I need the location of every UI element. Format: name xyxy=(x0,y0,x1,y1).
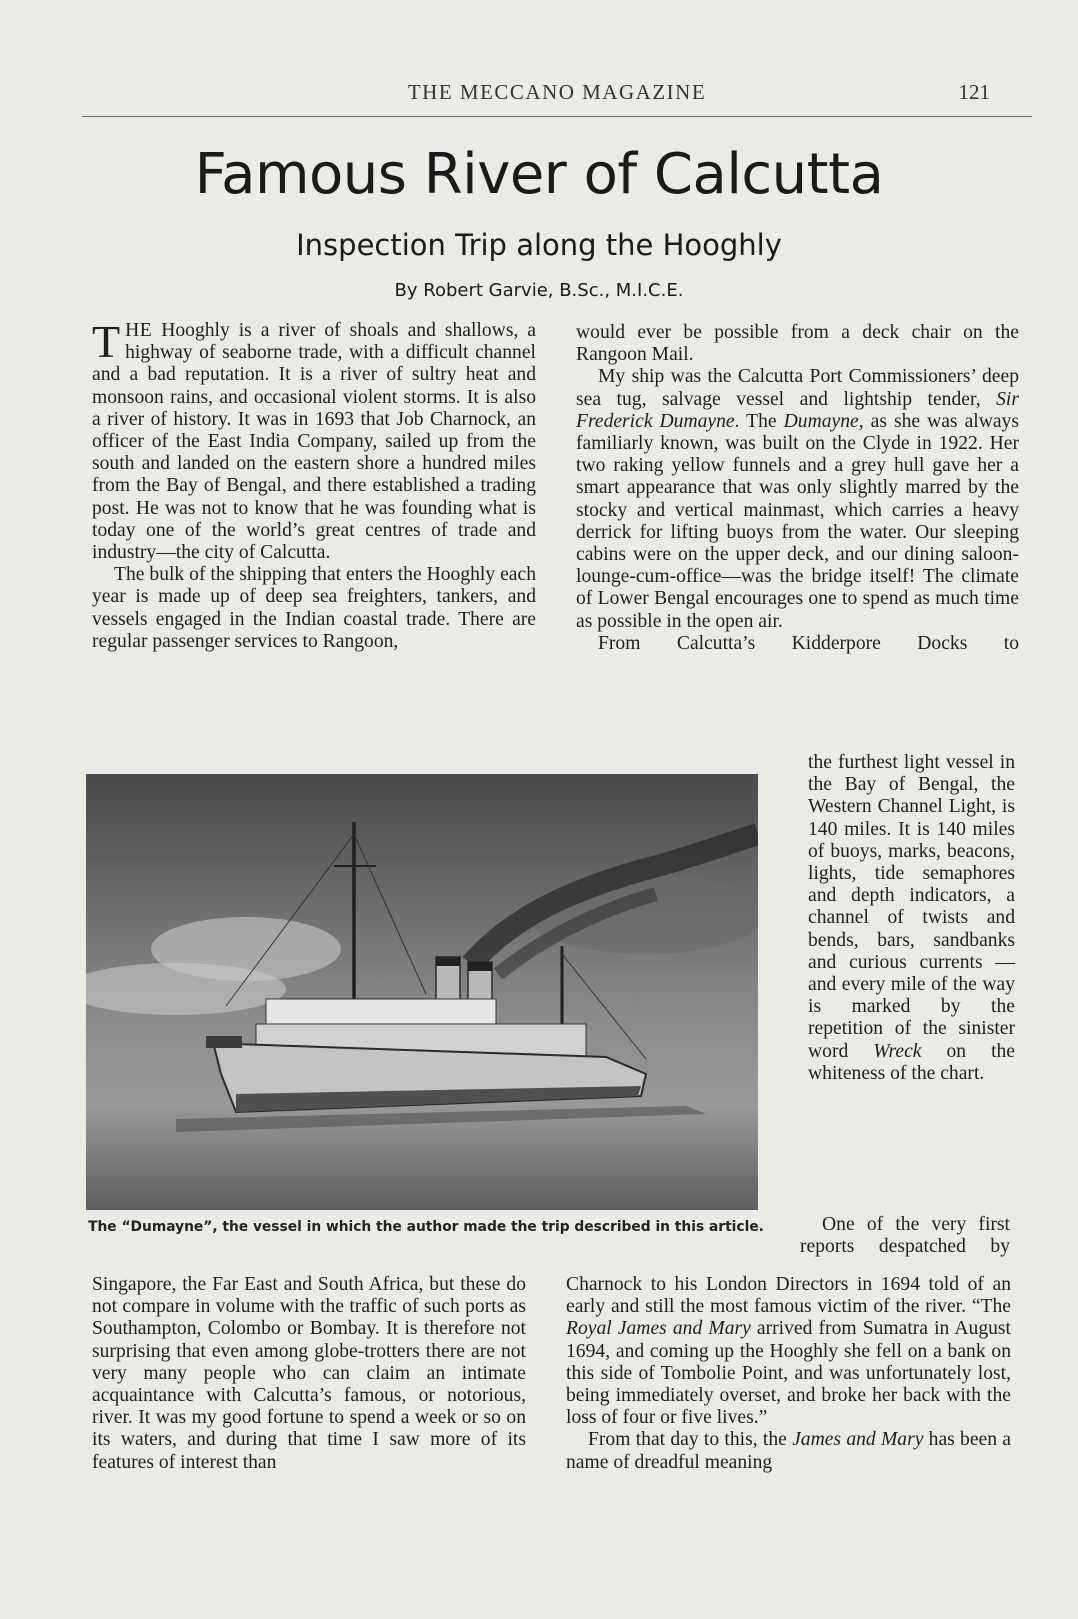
magazine-name: THE MECCANO MAGAZINE xyxy=(407,80,707,104)
drop-cap: T xyxy=(92,316,121,367)
paragraph: Singapore, the Far East and South Africa, but these do not compare in volume with the traffic of such ports as Southampton, Colombo or Bombay. It is therefore not surprising that even among globe-trotters there are not very many people who can claim an intimate acquaintance with Calcutta’s famous, or notorious, river. It was my good fortune to spend a week or so on its waters, and during that time I saw more of its features of interest than xyxy=(92,1274,526,1473)
column-narrow-continued xyxy=(800,1214,1010,1258)
column-left-bottom xyxy=(92,1274,526,1474)
photo-caption: The “Dumayne”, the vessel in which the author made the trip described in this article. xyxy=(88,1219,764,1235)
running-head xyxy=(82,80,1032,117)
paragraph: THE Hooghly is a river of shoals and shallows, a highway of seaborne trade, with a difficult channel and a bad reputation. It is a river of sultry heat and monsoon rains, and occasional violent storms. It is also a river of history. It was in 1693 that Job Charnock, an officer of the East India Company, sailed up from the south and landed on the eastern shore a hundred miles from the Bay of Bengal, and there established a trading post. He was not to know that he was founding what is today one of the world’s great centres of trade and industry—the city of Calcutta. xyxy=(92,316,536,564)
paragraph: would ever be possible from a deck chair on the Rangoon Mail. xyxy=(576,322,1019,366)
column-left-top xyxy=(92,316,536,653)
paragraph: the furthest light vessel in the Bay of Bengal, the Western Channel Light, is 140 miles. It is 140 miles of buoys, marks, beacons, lights, tide semaphores and depth indicators, a channel of twists and bends, bars, sandbanks and curious currents — and every mile of the way is marked by the repetition of the sinister word Wreck on the whiteness of the chart. xyxy=(808,752,1016,1084)
column-right-top xyxy=(576,322,1019,655)
page-number: 121 xyxy=(958,80,990,104)
ship-photograph xyxy=(86,774,758,1210)
article-subtitle: Inspection Trip along the Hooghly xyxy=(296,228,782,262)
paragraph: My ship was the Calcutta Port Commissioners’ deep sea tug, salvage vessel and lightship tender, Sir Frederick Dumayne. The Dumayne, as she was always familiarly known, was built on the Clyde in 1922. Her two raking yellow funnels and a grey hull gave her a smart appearance that was only slightly marred by the stocky and vertical mainmast, which carries a heavy derrick for lifting buoys from the water. Our sleeping cabins were on the upper deck, and our dining saloon-lounge-cum-office—was the bridge itself! The climate of Lower Bengal encourages one to spend as much time as possible in the open air. xyxy=(576,366,1019,632)
article-byline: By Robert Garvie, B.Sc., M.I.C.E. xyxy=(394,280,684,301)
paragraph: One of the very first reports despatched by xyxy=(800,1214,1010,1258)
paragraph: From that day to this, the James and Mary has been a name of dreadful meaning xyxy=(566,1429,1012,1473)
paragraph: Charnock to his London Directors in 1694 told of an early and still the most famous victim of the river. “The Royal James and Mary arrived from Sumatra in August 1694, and coming up the Hooghly she fell on a bank on this side of Tombolie Point, and was unfortunately lost, being immediately overset, and broke her back with the loss of four or five lives.” xyxy=(566,1274,1011,1429)
paragraph: From Calcutta’s Kidderpore Docks to xyxy=(598,632,1019,654)
column-narrow-beside-photo xyxy=(808,752,1015,1085)
article-title: Famous River of Calcutta xyxy=(194,142,884,207)
paragraph: The bulk of the shipping that enters the Hooghly each year is made up of deep sea freighters, tankers, and vessels engaged in the Indian coastal trade. There are regular passenger services to Rangoon, xyxy=(92,564,536,652)
column-right-bottom xyxy=(566,1274,1011,1474)
